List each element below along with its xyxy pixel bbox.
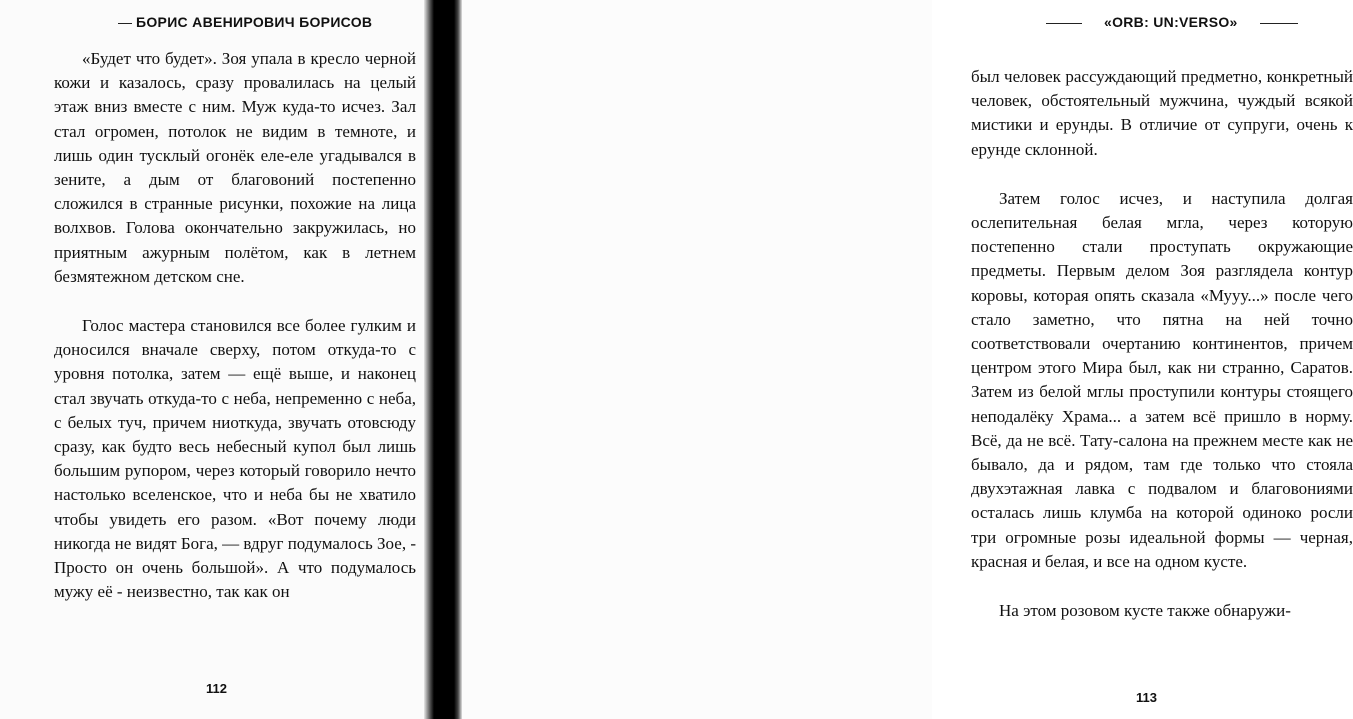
header-rule [118,23,132,24]
right-page-body [971,65,1353,623]
left-paragraph-2: Голос мастера становился все более гулким и доносился вначале сверху, потом откуда-то с уровня потолка, затем — ещё выше, и наконец стал звучать откуда-то с неба, непременно с неба, с белых туч, причем ниоткуда, звучать отовсюду сразу, как будто весь небесный купол был лишь большим рупором, через который говорило нечто настолько вселенское, что и неба бы не хватило чтобы увидеть его разом. «Вот почему люди никогда не видят Бога, — вдруг подумалось Зое, - Просто он очень большой». А что подумалось мужу её - неизвестно, так как он [54,316,416,602]
right-paragraph-1: был человек рассуждающий предметно, конкретный человек, обстоятельный мужчина, чуждый всякой мистики и ерунды. В отличие от супруги, очень к ерунде склонной. [971,67,1353,159]
right-page-number: 113 [1136,690,1157,705]
paragraph-gap [54,289,416,314]
right-page [462,0,1353,719]
paragraph-gap [971,162,1353,187]
book-gutter [424,0,462,719]
right-running-header [1046,14,1298,30]
left-header-text: БОРИС АВЕНИРОВИЧ БОРИСОВ [136,14,373,30]
left-page-body [54,47,416,604]
left-paragraph-1: «Будет что будет». Зоя упала в кресло черной кожи и казалось, сразу провалилась на целый этаж вниз вместе с ним. Муж куда-то исчез. Зал стал огромен, потолок не видим в темноте, и лишь один тусклый огонёк еле-еле угадывался в зените, а дым от благовоний постепенно сложился в странные рисунки, похожие на лица волхвов. Голова окончательно закружилась, но приятным ажурным полётом, как в летнем безмятежном детском сне. [54,49,416,286]
left-running-header [118,14,372,30]
paragraph-gap [971,574,1353,599]
right-paragraph-3: На этом розовом кусте также обнаружи- [999,601,1291,621]
left-page [0,0,440,719]
right-paragraph-2: Затем голос исчез, и наступила долгая ослепительная белая мгла, через которую постепенно стали проступать окружающие предметы. Первым делом Зоя разглядела контур коровы, которая опять сказала «Мууу...» после чего стало заметно, что пятна на ней точно соответствовали очертанию континентов, причем центром этого Мира был, как ни странно, Саратов. Затем из белой мглы проступили контуры стоящего неподалёку Храма... а затем всё пришло в норму. Всё, да не всё. Тату-салона на прежнем месте как не бывало, да и рядом, там где только что стояла двухэтажная лавка с подвалом и благовониями осталась лишь клумба на которой одиноко росли три огромные розы идеальной формы — черная, красная и белая, и все на одном кусте. [971,188,1353,571]
right-header-text: «ORB: UN:VERSO» [1104,14,1238,30]
header-rule [1260,23,1298,24]
header-rule [1046,23,1082,24]
left-page-number: 112 [206,681,227,696]
